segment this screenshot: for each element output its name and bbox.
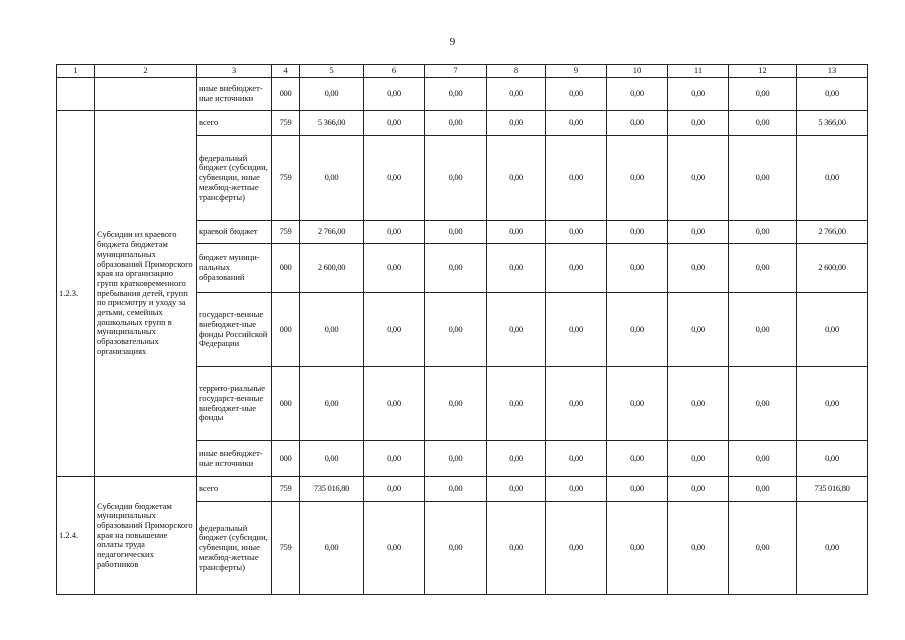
value-cell: 2 600,00	[797, 244, 868, 293]
funding-source: всего	[197, 477, 272, 502]
value-cell: 0,00	[797, 293, 868, 367]
value-cell: 5 366,00	[300, 111, 364, 136]
value-cell: 0,00	[546, 502, 607, 595]
value-cell: 0,00	[668, 244, 729, 293]
value-cell: 735 016,80	[797, 477, 868, 502]
value-cell: 0,00	[607, 293, 668, 367]
value-cell: 0,00	[425, 367, 487, 441]
value-cell: 0,00	[487, 367, 546, 441]
code-cell: 759	[272, 111, 300, 136]
value-cell: 0,00	[487, 111, 546, 136]
value-cell: 0,00	[668, 111, 729, 136]
value-cell: 0,00	[364, 136, 425, 221]
value-cell: 0,00	[546, 477, 607, 502]
item-number-cell	[57, 78, 95, 111]
value-cell: 0,00	[729, 502, 797, 595]
funding-source: федеральный бюджет (субсидии, субвенции, иные межбюд-жетные трансферты)	[197, 136, 272, 221]
value-cell: 0,00	[425, 78, 487, 111]
value-cell: 0,00	[668, 367, 729, 441]
value-cell: 0,00	[668, 502, 729, 595]
code-cell: 759	[272, 502, 300, 595]
header-row	[57, 65, 868, 78]
value-cell: 0,00	[546, 293, 607, 367]
value-cell: 0,00	[487, 502, 546, 595]
funding-source: террито-риальные государст-венные внебюджет-ные фонды	[197, 367, 272, 441]
funding-source: иные внебюджет-ные источники	[197, 78, 272, 111]
value-cell: 0,00	[425, 244, 487, 293]
value-cell: 2 766,00	[300, 221, 364, 244]
value-cell: 0,00	[425, 502, 487, 595]
value-cell: 0,00	[729, 244, 797, 293]
value-cell: 0,00	[425, 293, 487, 367]
value-cell: 0,00	[668, 477, 729, 502]
value-cell: 0,00	[364, 111, 425, 136]
value-cell: 0,00	[300, 502, 364, 595]
value-cell: 0,00	[300, 293, 364, 367]
item-description-cell	[95, 78, 197, 111]
value-cell: 0,00	[364, 244, 425, 293]
column-header: 5	[300, 65, 364, 78]
code-cell: 759	[272, 136, 300, 221]
value-cell: 0,00	[607, 244, 668, 293]
value-cell: 0,00	[607, 441, 668, 477]
column-header: 4	[272, 65, 300, 78]
value-cell: 0,00	[668, 221, 729, 244]
funding-source: краевой бюджет	[197, 221, 272, 244]
column-header: 11	[668, 65, 729, 78]
value-cell: 0,00	[729, 111, 797, 136]
column-header: 13	[797, 65, 868, 78]
value-cell: 0,00	[364, 502, 425, 595]
value-cell: 0,00	[487, 221, 546, 244]
value-cell: 5 366,00	[797, 111, 868, 136]
value-cell: 0,00	[607, 221, 668, 244]
column-header: 8	[487, 65, 546, 78]
value-cell: 0,00	[607, 136, 668, 221]
value-cell: 735 016,80	[300, 477, 364, 502]
value-cell: 0,00	[425, 111, 487, 136]
value-cell: 0,00	[425, 477, 487, 502]
value-cell: 0,00	[797, 78, 868, 111]
value-cell: 0,00	[300, 367, 364, 441]
value-cell: 0,00	[546, 136, 607, 221]
code-cell: 000	[272, 293, 300, 367]
column-header: 9	[546, 65, 607, 78]
item-number: 1.2.3.	[57, 111, 95, 477]
value-cell: 0,00	[487, 441, 546, 477]
value-cell: 0,00	[487, 78, 546, 111]
table-row	[57, 111, 868, 136]
value-cell: 0,00	[546, 441, 607, 477]
value-cell: 2 766,00	[797, 221, 868, 244]
value-cell: 0,00	[425, 441, 487, 477]
value-cell: 0,00	[607, 477, 668, 502]
value-cell: 0,00	[729, 78, 797, 111]
value-cell: 0,00	[546, 367, 607, 441]
table-row	[57, 477, 868, 502]
value-cell: 0,00	[607, 78, 668, 111]
funding-source: государст-венные внебюджет-ные фонды Российской Федерации	[197, 293, 272, 367]
value-cell: 0,00	[546, 78, 607, 111]
column-header: 7	[425, 65, 487, 78]
value-cell: 0,00	[487, 293, 546, 367]
value-cell: 0,00	[487, 477, 546, 502]
value-cell: 0,00	[546, 244, 607, 293]
value-cell: 0,00	[729, 136, 797, 221]
value-cell: 0,00	[607, 111, 668, 136]
value-cell: 0,00	[364, 477, 425, 502]
value-cell: 0,00	[425, 136, 487, 221]
value-cell: 0,00	[364, 293, 425, 367]
value-cell: 0,00	[668, 78, 729, 111]
table-row	[57, 78, 868, 111]
value-cell: 0,00	[797, 367, 868, 441]
value-cell: 0,00	[546, 111, 607, 136]
value-cell: 0,00	[729, 221, 797, 244]
value-cell: 0,00	[729, 367, 797, 441]
value-cell: 0,00	[797, 502, 868, 595]
item-description: Субсидии из краевого бюджета бюджетам муниципальных образований Приморского края на организацию групп кратковременного пребывания детей, групп по присмотру и уходу за детьми, семейных дошкольных групп в муниципальных образовательных организациях	[95, 111, 197, 477]
value-cell: 0,00	[300, 136, 364, 221]
value-cell: 0,00	[668, 136, 729, 221]
funding-source: иные внебюджет-ные источники	[197, 441, 272, 477]
column-header: 2	[95, 65, 197, 78]
value-cell: 0,00	[729, 293, 797, 367]
value-cell: 2 600,00	[300, 244, 364, 293]
value-cell: 0,00	[668, 293, 729, 367]
value-cell: 0,00	[729, 441, 797, 477]
code-cell: 000	[272, 78, 300, 111]
column-header: 6	[364, 65, 425, 78]
column-header: 3	[197, 65, 272, 78]
value-cell: 0,00	[797, 136, 868, 221]
value-cell: 0,00	[425, 221, 487, 244]
code-cell: 000	[272, 367, 300, 441]
value-cell: 0,00	[487, 136, 546, 221]
value-cell: 0,00	[668, 441, 729, 477]
value-cell: 0,00	[729, 477, 797, 502]
page-number: 9	[449, 36, 456, 48]
column-header: 1	[57, 65, 95, 78]
column-header: 12	[729, 65, 797, 78]
value-cell: 0,00	[300, 78, 364, 111]
value-cell: 0,00	[364, 78, 425, 111]
value-cell: 0,00	[364, 221, 425, 244]
item-description: Субсидии бюджетам муниципальных образований Приморского края на повышение оплаты труда педагогических работников	[95, 477, 197, 595]
funding-source: федеральный бюджет (субсидии, субвенции, иные межбюд-жетные трансферты)	[197, 502, 272, 595]
value-cell: 0,00	[607, 367, 668, 441]
column-header: 10	[607, 65, 668, 78]
funding-source: бюджет муници-пальных образований	[197, 244, 272, 293]
code-cell: 000	[272, 441, 300, 477]
code-cell: 759	[272, 221, 300, 244]
funding-table	[56, 64, 868, 595]
value-cell: 0,00	[364, 367, 425, 441]
value-cell: 0,00	[797, 441, 868, 477]
item-number: 1.2.4.	[57, 477, 95, 595]
value-cell: 0,00	[487, 244, 546, 293]
code-cell: 759	[272, 477, 300, 502]
value-cell: 0,00	[300, 441, 364, 477]
funding-source: всего	[197, 111, 272, 136]
value-cell: 0,00	[546, 221, 607, 244]
code-cell: 000	[272, 244, 300, 293]
value-cell: 0,00	[364, 441, 425, 477]
value-cell: 0,00	[607, 502, 668, 595]
